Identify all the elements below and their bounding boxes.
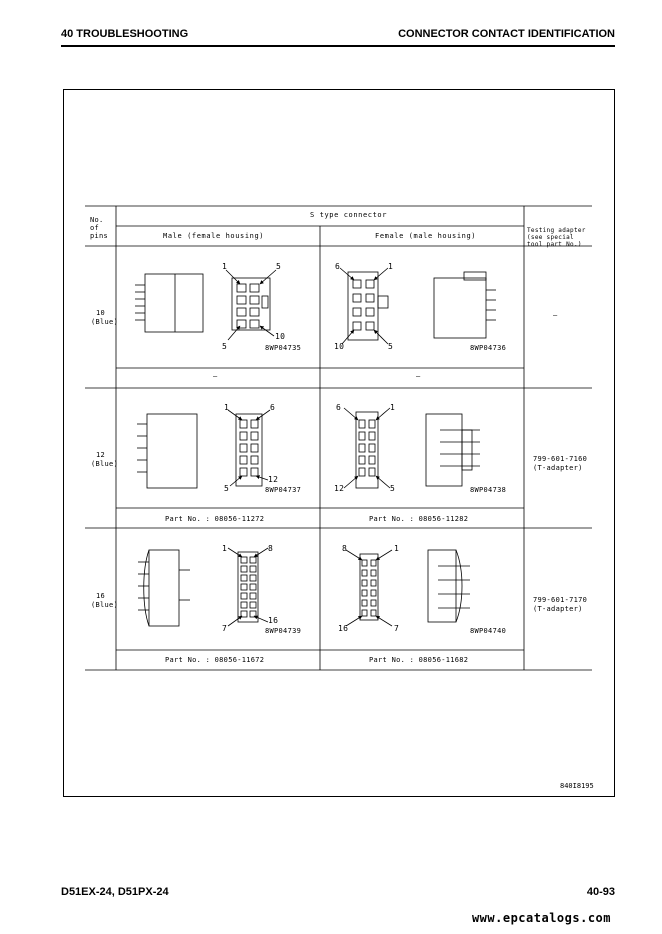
female-10-figure-id: 8WP04736 bbox=[470, 344, 507, 352]
row-10-pins: 10 bbox=[96, 309, 106, 317]
row-12-female-part: Part No. : 08056-11282 bbox=[369, 515, 469, 523]
male-16-pin-16: 16 bbox=[268, 616, 279, 625]
row-12-male-part: Part No. : 08056-11272 bbox=[165, 515, 265, 523]
model-name: D51EX-24, D51PX-24 bbox=[61, 886, 169, 898]
male-16-front-view bbox=[228, 548, 268, 626]
group-title: S type connector bbox=[310, 211, 388, 219]
row-12-adapter-label: (T-adapter) bbox=[533, 464, 583, 472]
page-number: 40-93 bbox=[586, 886, 615, 898]
row-12-color: (Blue) bbox=[91, 460, 119, 468]
male-12-front-view bbox=[228, 410, 270, 486]
male-16-side-view bbox=[138, 550, 190, 626]
male-12-pin-1: 1 bbox=[224, 403, 230, 412]
col-header-adapter: Testing adapter (see special tool part No.) bbox=[527, 227, 586, 248]
female-12-side-view bbox=[426, 414, 480, 486]
row-10-male-part: — bbox=[213, 372, 218, 380]
row-12-adapter: 799-601-7160 bbox=[533, 455, 588, 463]
female-12-front-view bbox=[344, 408, 390, 488]
website-link[interactable]: www.epcatalogs.com bbox=[471, 911, 611, 925]
row-16-color: (Blue) bbox=[91, 601, 119, 609]
female-12-pin-6: 6 bbox=[336, 403, 342, 412]
row-16-male-part: Part No. : 08056-11672 bbox=[165, 656, 265, 664]
female-10-pin-6: 6 bbox=[335, 262, 341, 271]
male-16-figure-id: 8WP04739 bbox=[265, 627, 302, 635]
row-16-pins: 16 bbox=[96, 592, 106, 600]
female-10-pin-5: 5 bbox=[388, 342, 394, 351]
male-10-side-view bbox=[135, 274, 203, 332]
male-10-figure-id: 8WP04735 bbox=[265, 344, 302, 352]
female-12-pin-1: 1 bbox=[390, 403, 396, 412]
female-16-side-view bbox=[428, 550, 470, 622]
female-10-pin-10: 10 bbox=[334, 342, 345, 351]
col-header-female: Female (male housing) bbox=[375, 232, 477, 240]
row-10-female-part: — bbox=[416, 372, 421, 380]
male-10-pin-1: 1 bbox=[222, 262, 228, 271]
female-10-pin-1: 1 bbox=[388, 262, 394, 271]
female-16-pin-7: 7 bbox=[394, 624, 400, 633]
male-12-pin-5: 5 bbox=[224, 484, 230, 493]
row-16-adapter: 799-601-7170 bbox=[533, 596, 588, 604]
female-16-pin-16: 16 bbox=[338, 624, 349, 633]
section-title: 40 TROUBLESHOOTING bbox=[61, 28, 189, 40]
male-10-pin-5-top: 5 bbox=[276, 262, 282, 271]
female-12-pin-12: 12 bbox=[334, 484, 345, 493]
female-16-figure-id: 8WP04740 bbox=[470, 627, 507, 635]
male-10-front-view bbox=[226, 270, 276, 340]
female-10-side-view bbox=[434, 272, 496, 338]
male-10-pin-10: 10 bbox=[275, 332, 286, 341]
male-12-pin-12: 12 bbox=[268, 475, 279, 484]
female-16-pin-8: 8 bbox=[342, 544, 348, 553]
female-10-front-view bbox=[340, 268, 388, 344]
col-header-male: Male (female housing) bbox=[163, 232, 265, 240]
drawing-id: 840I8195 bbox=[560, 782, 594, 790]
male-12-side-view bbox=[137, 414, 197, 488]
row-16-adapter-label: (T-adapter) bbox=[533, 605, 583, 613]
col-header-pins: No. of pins bbox=[90, 216, 109, 240]
female-12-figure-id: 8WP04738 bbox=[470, 486, 507, 494]
female-16-front-view bbox=[346, 550, 392, 626]
male-16-pin-8: 8 bbox=[268, 544, 274, 553]
male-16-pin-1: 1 bbox=[222, 544, 228, 553]
row-16-female-part: Part No. : 08056-11682 bbox=[369, 656, 469, 664]
row-12-pins: 12 bbox=[96, 451, 106, 459]
male-12-pin-6: 6 bbox=[270, 403, 276, 412]
female-16-pin-1: 1 bbox=[394, 544, 400, 553]
row-10-adapter: — bbox=[553, 311, 558, 319]
male-12-figure-id: 8WP04737 bbox=[265, 486, 302, 494]
row-10-color: (Blue) bbox=[91, 318, 119, 326]
male-10-pin-5-bottom: 5 bbox=[222, 342, 228, 351]
page-topic: CONNECTOR CONTACT IDENTIFICATION bbox=[398, 28, 615, 40]
female-12-pin-5: 5 bbox=[390, 484, 396, 493]
male-16-pin-7: 7 bbox=[222, 624, 228, 633]
